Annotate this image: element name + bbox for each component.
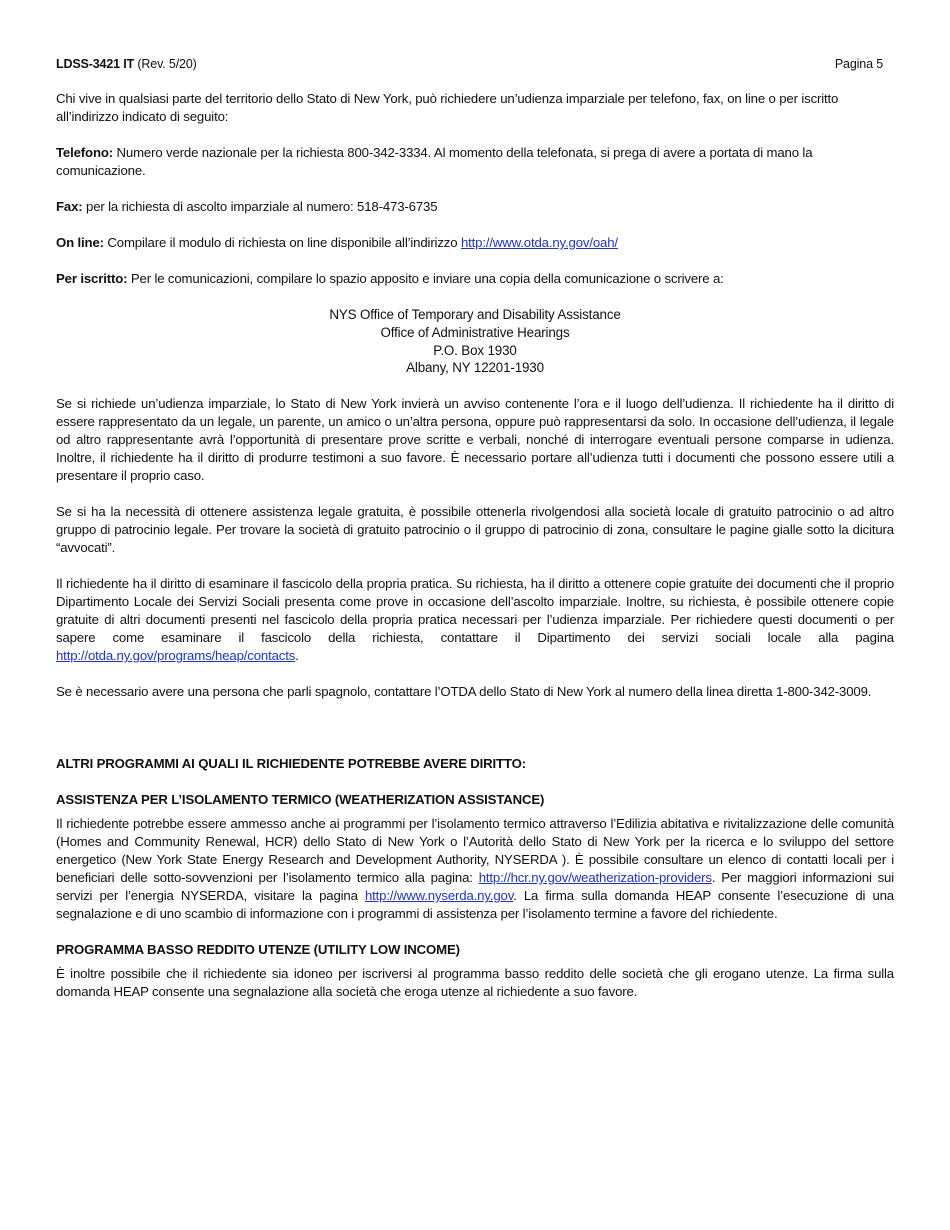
hcr-weatherization-link[interactable]: http://hcr.ny.gov/weatherization-providers — [478, 870, 712, 886]
phone-paragraph — [56, 144, 894, 180]
phone-label: Telefono: — [56, 145, 114, 160]
utility-paragraph: È inoltre possibile che il richiedente sia idoneo per iscriversi al programma basso reddito delle società che gli erogano utenze. La firma sulla domanda HEAP consente una segnalazione alla società che eroga utenze al richiedente a suo favore. — [56, 966, 894, 1000]
intro-paragraph: Chi vive in qualsiasi parte del territorio dello Stato di New York, può richiedere un’udienza imparziale per telefono, fax, on line o per iscritto all’indirizzo indicato di seguito: — [56, 91, 839, 124]
weatherization-text-3: . La firma sulla domanda HEAP consente l’esecuzione di una segnalazione e di uno scambio di informazione con i programmi di assistenza per l’isolamento termine a favore del richiedente. — [56, 888, 894, 922]
spanish-paragraph: Se è necessario avere una persona che parli spagnolo, contattare l’OTDA dello Stato di New York al numero della linea diretta 1-800-342-3009. — [56, 684, 872, 700]
oah-link[interactable]: http://www.otda.ny.gov/oah/ — [460, 235, 618, 250]
page-header — [56, 56, 894, 72]
fax-label: Fax: — [56, 199, 83, 214]
written-text: Per le comunicazioni, compilare lo spazio apposito e inviare una copia della comunicazione o scrivere a: — [130, 271, 724, 286]
address-line-4: Albany, NY 12201-1930 — [406, 360, 544, 376]
online-text: Compilare il modulo di richiesta on line disponibile all’indirizzo — [107, 235, 458, 250]
form-identifier — [56, 56, 197, 72]
hearing-paragraph: Se si richiede un’udienza imparziale, lo Stato di New York invierà un avviso contenente l’ora e il luogo dell’udienza. Il richiedente ha il diritto di essere rappresentato da un legale, un parente, un amico o un’altra persona, oppure può rappresentarsi da solo. In occasione dell’udienza, il legale od altro rappresentante avrà l’opportunità di presentare prove scritte e verbali, nonché di interrogare eventuali persone comparse in udienza. Inoltre, il richiedente ha il diritto di produrre testimoni a suo favore. È necessario portare all’udienza tutti i documenti che possono essere utili a presentare il proprio caso. — [56, 396, 894, 484]
weatherization-text-1: Il richiedente potrebbe essere ammesso anche ai programmi per l’isolamento termico attraverso l’Edilizia abitativa e rivitalizzazione delle comunità (Homes and Community Renewal, HCR) dello Stato di New York o l’Autorità dello Stato di New York per la ricerca e lo sviluppo del settore energetico (New York State Energy Research and Development Authority, NYSERDA ). È possibile consultare un elenco di contatti locali per i beneficiari delle sotto-sovvenzioni per l’isolamento termico alla pagina: — [56, 816, 894, 886]
phone-text: Numero verde nazionale per la richiesta 800-342-3334. Al momento della telefonata, si prega di avere a portata di mano la comunicazione. — [56, 145, 813, 178]
mailing-address — [56, 306, 894, 377]
form-revision: (Rev. 5/20) — [137, 57, 197, 71]
utility-title: PROGRAMMA BASSO REDDITO UTENZE (UTILITY LOW INCOME) — [56, 942, 460, 958]
address-line-1: NYS Office of Temporary and Disability Assistance — [329, 307, 621, 322]
written-label: Per iscritto: — [56, 271, 128, 286]
case-file-end: . — [295, 648, 299, 664]
page-number: Pagina 5 — [834, 57, 883, 71]
other-programs-title: ALTRI PROGRAMMI AI QUALI IL RICHIEDENTE POTREBBE AVERE DIRITTO: — [56, 756, 526, 772]
address-line-3: P.O. Box 1930 — [433, 342, 517, 358]
weatherization-text-2: . Per maggiori informazioni sui servizi per l’energia NYSERDA, visitare la pagina — [56, 870, 895, 904]
heap-contacts-link[interactable]: http://otda.ny.gov/programs/heap/contacts — [56, 648, 296, 664]
weatherization-title: ASSISTENZA PER L’ISOLAMENTO TERMICO (WEATHERIZATION ASSISTANCE) — [56, 792, 545, 808]
online-label: On line: — [56, 235, 104, 250]
case-file-paragraph — [56, 575, 894, 665]
address-line-2: Office of Administrative Hearings — [380, 324, 570, 340]
weatherization-paragraph — [56, 815, 894, 923]
written-paragraph — [56, 270, 894, 288]
section-spacer — [56, 719, 894, 755]
form-id: LDSS-3421 IT — [56, 57, 135, 71]
fax-text: per la richiesta di ascolto imparziale al numero: 518-473-6735 — [86, 199, 438, 214]
fax-paragraph — [56, 198, 894, 216]
case-file-text: Il richiedente ha il diritto di esaminare il fascicolo della propria pratica. Su richiesta, ha il diritto a ottenere copie gratuite dei documenti che il proprio Dipartimento Locale dei Servizi Sociali presenta come prove in occasione dell’ascolto imparziale. Inoltre, su richiesta, è possibile ottenere copie gratuite di altri documenti presenti nel fascicolo della propria pratica necessari per l’udienza imparziale. Per richiedere questi documenti o per sapere come esaminare il fascicolo della richiesta, contattare il Dipartimento dei servizi sociali locale alla pagina — [56, 576, 894, 646]
online-paragraph — [56, 234, 894, 252]
document-page — [56, 56, 894, 1019]
legal-aid-paragraph: Se si ha la necessità di ottenere assistenza legale gratuita, è possibile ottenerla rivolgendosi alla società locale di gratuito patrocinio o ad altro gruppo di patrocinio legale. Per trovare la società di gratuito patrocinio o il gruppo di patrocinio di zona, consultare le pagine gialle sotto la dicitura “avvocati”. — [56, 504, 894, 556]
nyserda-link[interactable]: http://www.nyserda.ny.gov — [364, 888, 514, 904]
